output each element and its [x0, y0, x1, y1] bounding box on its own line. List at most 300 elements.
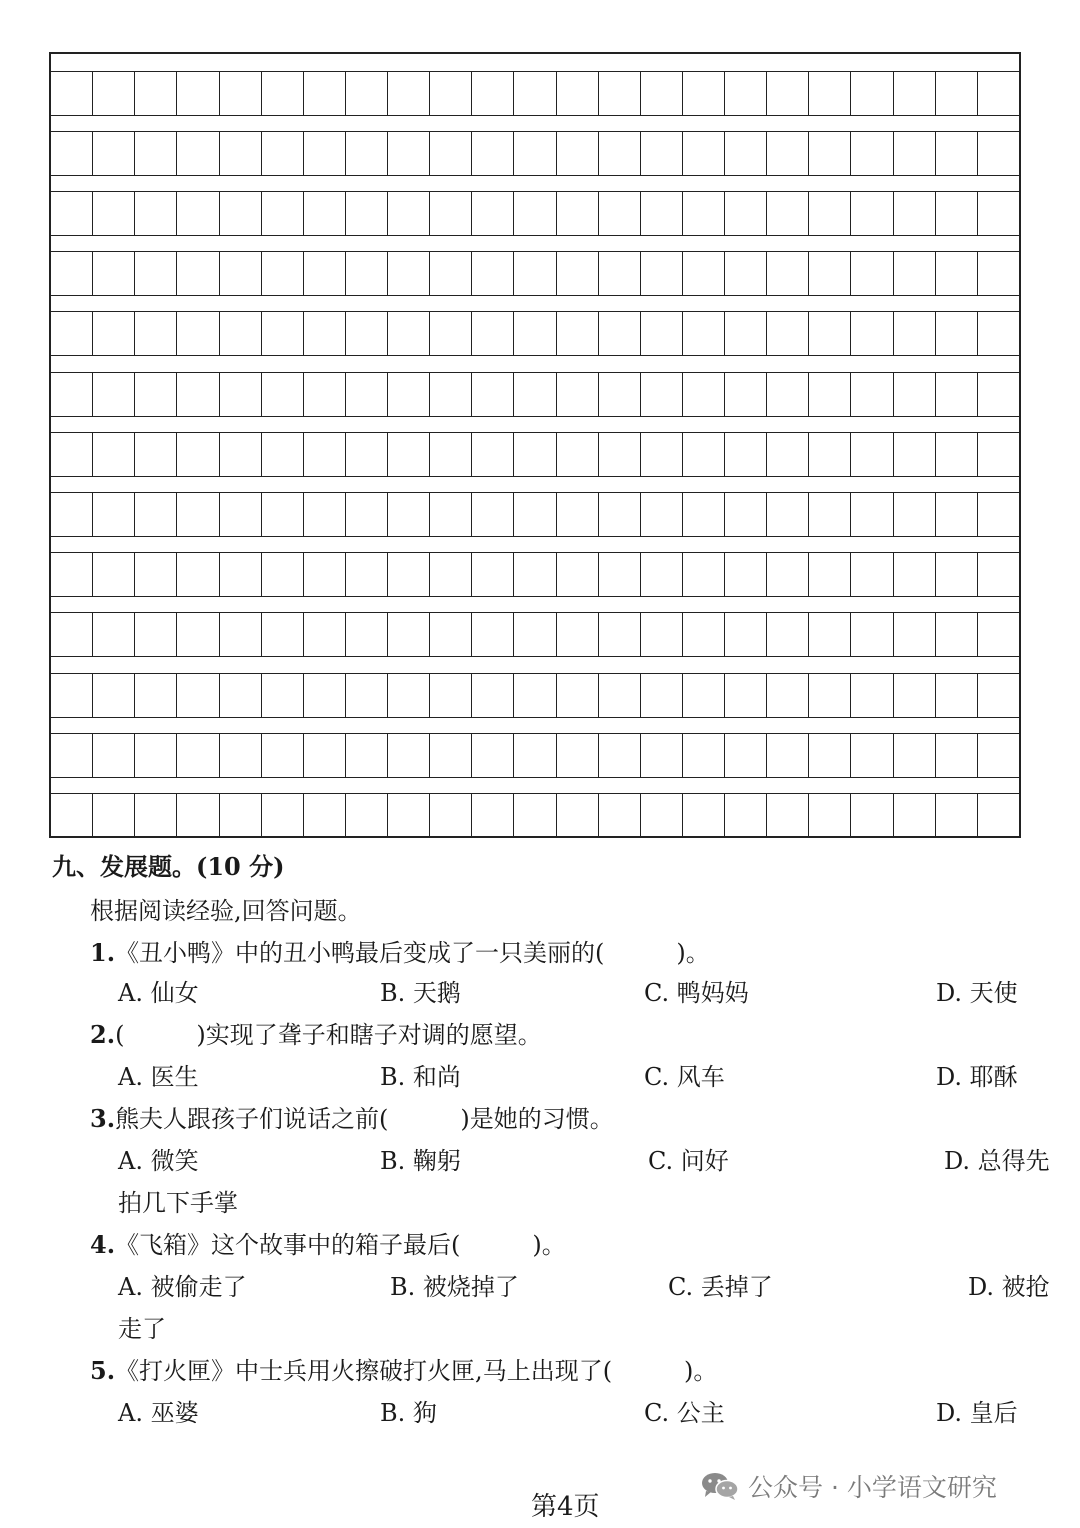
grid-cell[interactable]	[176, 192, 218, 235]
grid-cell[interactable]	[429, 734, 471, 777]
grid-cell[interactable]	[850, 433, 892, 476]
grid-cell[interactable]	[640, 192, 682, 235]
grid-cell[interactable]	[808, 252, 850, 295]
grid-cell[interactable]	[387, 553, 429, 596]
grid-cell[interactable]	[598, 192, 640, 235]
grid-cell[interactable]	[345, 132, 387, 175]
grid-cell[interactable]	[134, 553, 176, 596]
grid-cell[interactable]	[935, 192, 977, 235]
grid-cell[interactable]	[724, 312, 766, 355]
grid-cell[interactable]	[513, 553, 555, 596]
grid-cell[interactable]	[808, 433, 850, 476]
grid-cell[interactable]	[808, 132, 850, 175]
grid-cell[interactable]	[51, 493, 92, 536]
grid-cell[interactable]	[219, 433, 261, 476]
grid-cell[interactable]	[303, 493, 345, 536]
grid-cell[interactable]	[977, 192, 1019, 235]
grid-cell[interactable]	[724, 192, 766, 235]
grid-cell[interactable]	[766, 252, 808, 295]
grid-cell[interactable]	[977, 312, 1019, 355]
grid-cell[interactable]	[893, 613, 935, 656]
grid-cell[interactable]	[92, 553, 134, 596]
grid-cell[interactable]	[682, 674, 724, 717]
grid-cell[interactable]	[134, 794, 176, 837]
grid-cell[interactable]	[261, 192, 303, 235]
grid-cell[interactable]	[345, 373, 387, 416]
grid-cell[interactable]	[977, 252, 1019, 295]
grid-cell[interactable]	[682, 192, 724, 235]
grid-cell[interactable]	[850, 674, 892, 717]
grid-cell[interactable]	[134, 312, 176, 355]
grid-cell[interactable]	[471, 794, 513, 837]
grid-cell[interactable]	[261, 734, 303, 777]
grid-cell[interactable]	[598, 312, 640, 355]
grid-cell[interactable]	[176, 674, 218, 717]
grid-cell[interactable]	[303, 373, 345, 416]
grid-cell[interactable]	[134, 613, 176, 656]
grid-cell[interactable]	[261, 252, 303, 295]
grid-cell[interactable]	[766, 433, 808, 476]
grid-cell[interactable]	[977, 794, 1019, 837]
grid-cell[interactable]	[261, 794, 303, 837]
grid-cell[interactable]	[51, 373, 92, 416]
grid-cell[interactable]	[808, 373, 850, 416]
grid-cell[interactable]	[598, 493, 640, 536]
grid-cell[interactable]	[682, 734, 724, 777]
grid-cell[interactable]	[556, 674, 598, 717]
grid-cell[interactable]	[429, 433, 471, 476]
grid-cell[interactable]	[808, 312, 850, 355]
grid-cell[interactable]	[219, 553, 261, 596]
grid-cell[interactable]	[303, 252, 345, 295]
grid-cell[interactable]	[387, 493, 429, 536]
grid-cell[interactable]	[92, 734, 134, 777]
grid-cell[interactable]	[766, 72, 808, 115]
grid-cell[interactable]	[893, 132, 935, 175]
grid-cell[interactable]	[134, 192, 176, 235]
grid-cell[interactable]	[724, 433, 766, 476]
grid-cell[interactable]	[261, 553, 303, 596]
grid-cell[interactable]	[303, 674, 345, 717]
grid-cell[interactable]	[598, 613, 640, 656]
grid-cell[interactable]	[682, 312, 724, 355]
grid-cell[interactable]	[598, 553, 640, 596]
grid-cell[interactable]	[977, 373, 1019, 416]
grid-cell[interactable]	[176, 433, 218, 476]
grid-cell[interactable]	[134, 674, 176, 717]
grid-cell[interactable]	[724, 674, 766, 717]
grid-cell[interactable]	[471, 373, 513, 416]
grid-cell[interactable]	[640, 794, 682, 837]
grid-cell[interactable]	[598, 373, 640, 416]
grid-cell[interactable]	[766, 312, 808, 355]
grid-cell[interactable]	[513, 72, 555, 115]
grid-cell[interactable]	[766, 674, 808, 717]
grid-cell[interactable]	[429, 192, 471, 235]
grid-cell[interactable]	[724, 553, 766, 596]
grid-cell[interactable]	[766, 493, 808, 536]
grid-cell[interactable]	[429, 72, 471, 115]
grid-cell[interactable]	[387, 613, 429, 656]
grid-cell[interactable]	[724, 794, 766, 837]
grid-cell[interactable]	[429, 794, 471, 837]
grid-cell[interactable]	[766, 613, 808, 656]
grid-cell[interactable]	[303, 72, 345, 115]
grid-cell[interactable]	[387, 192, 429, 235]
grid-cell[interactable]	[766, 794, 808, 837]
grid-cell[interactable]	[219, 132, 261, 175]
grid-cell[interactable]	[977, 493, 1019, 536]
grid-cell[interactable]	[850, 132, 892, 175]
grid-cell[interactable]	[176, 794, 218, 837]
grid-cell[interactable]	[808, 674, 850, 717]
grid-cell[interactable]	[724, 734, 766, 777]
grid-cell[interactable]	[176, 493, 218, 536]
grid-cell[interactable]	[766, 132, 808, 175]
grid-cell[interactable]	[682, 794, 724, 837]
grid-cell[interactable]	[345, 794, 387, 837]
grid-cell[interactable]	[682, 433, 724, 476]
grid-cell[interactable]	[513, 312, 555, 355]
grid-cell[interactable]	[261, 493, 303, 536]
grid-cell[interactable]	[387, 373, 429, 416]
grid-cell[interactable]	[808, 794, 850, 837]
grid-cell[interactable]	[893, 674, 935, 717]
grid-cell[interactable]	[598, 433, 640, 476]
grid-cell[interactable]	[471, 72, 513, 115]
grid-cell[interactable]	[134, 493, 176, 536]
grid-cell[interactable]	[682, 493, 724, 536]
grid-cell[interactable]	[556, 192, 598, 235]
grid-cell[interactable]	[893, 252, 935, 295]
grid-cell[interactable]	[92, 794, 134, 837]
grid-cell[interactable]	[92, 373, 134, 416]
grid-cell[interactable]	[303, 613, 345, 656]
option-3d: D. 总得先	[944, 1147, 1050, 1175]
grid-cell[interactable]	[387, 132, 429, 175]
grid-cell[interactable]	[219, 373, 261, 416]
grid-cell[interactable]	[51, 734, 92, 777]
grid-cell[interactable]	[92, 433, 134, 476]
grid-cell[interactable]	[598, 72, 640, 115]
grid-cell[interactable]	[556, 72, 598, 115]
grid-cell[interactable]	[850, 312, 892, 355]
grid-cell[interactable]	[51, 553, 92, 596]
grid-cell[interactable]	[261, 312, 303, 355]
grid-cell[interactable]	[893, 794, 935, 837]
grid-cell[interactable]	[724, 132, 766, 175]
grid-cell[interactable]	[261, 132, 303, 175]
grid-cell[interactable]	[893, 312, 935, 355]
grid-cell[interactable]	[471, 674, 513, 717]
grid-cell[interactable]	[808, 553, 850, 596]
grid-cell[interactable]	[134, 132, 176, 175]
grid-cell[interactable]	[513, 192, 555, 235]
grid-cell[interactable]	[471, 553, 513, 596]
grid-cell[interactable]	[261, 613, 303, 656]
grid-cell[interactable]	[935, 613, 977, 656]
grid-cell[interactable]	[513, 613, 555, 656]
grid-cell[interactable]	[935, 794, 977, 837]
grid-cell[interactable]	[51, 433, 92, 476]
grid-cell[interactable]	[850, 734, 892, 777]
grid-cell[interactable]	[598, 252, 640, 295]
grid-cell[interactable]	[513, 734, 555, 777]
grid-cell[interactable]	[640, 252, 682, 295]
grid-cell[interactable]	[92, 192, 134, 235]
grid-cell[interactable]	[513, 252, 555, 295]
grid-cell[interactable]	[261, 433, 303, 476]
grid-cell[interactable]	[808, 72, 850, 115]
grid-cell[interactable]	[387, 433, 429, 476]
grid-cell[interactable]	[766, 192, 808, 235]
grid-cell[interactable]	[893, 373, 935, 416]
grid-cell[interactable]	[471, 312, 513, 355]
grid-cell[interactable]	[92, 613, 134, 656]
grid-cell[interactable]	[556, 312, 598, 355]
grid-cell[interactable]	[92, 132, 134, 175]
grid-cell[interactable]	[92, 493, 134, 536]
grid-cell[interactable]	[640, 734, 682, 777]
grid-cell[interactable]	[261, 373, 303, 416]
grid-cell[interactable]	[92, 72, 134, 115]
grid-cell[interactable]	[893, 192, 935, 235]
grid-cell[interactable]	[471, 132, 513, 175]
grid-cell[interactable]	[176, 734, 218, 777]
grid-cell[interactable]	[556, 613, 598, 656]
grid-cell[interactable]	[134, 373, 176, 416]
grid-cell[interactable]	[219, 734, 261, 777]
grid-cell[interactable]	[850, 373, 892, 416]
grid-cell[interactable]	[176, 252, 218, 295]
grid-cell[interactable]	[724, 613, 766, 656]
grid-cell[interactable]	[556, 553, 598, 596]
grid-cell[interactable]	[513, 794, 555, 837]
grid-cell[interactable]	[471, 252, 513, 295]
grid-cell[interactable]	[977, 132, 1019, 175]
grid-cell[interactable]	[219, 493, 261, 536]
grid-cell[interactable]	[640, 433, 682, 476]
grid-cell[interactable]	[935, 553, 977, 596]
grid-cell[interactable]	[429, 252, 471, 295]
grid-cell[interactable]	[345, 252, 387, 295]
grid-cell[interactable]	[51, 72, 92, 115]
grid-cell[interactable]	[682, 553, 724, 596]
grid-cell[interactable]	[176, 72, 218, 115]
grid-cell[interactable]	[176, 132, 218, 175]
grid-cell[interactable]	[766, 734, 808, 777]
grid-cell[interactable]	[766, 373, 808, 416]
grid-cell[interactable]	[429, 553, 471, 596]
grid-cell[interactable]	[977, 613, 1019, 656]
grid-cell[interactable]	[219, 192, 261, 235]
grid-cell[interactable]	[387, 72, 429, 115]
grid-cell[interactable]	[429, 613, 471, 656]
grid-cell[interactable]	[345, 734, 387, 777]
grid-cell[interactable]	[303, 553, 345, 596]
grid-cell[interactable]	[977, 674, 1019, 717]
grid-cell[interactable]	[429, 312, 471, 355]
grid-cell[interactable]	[640, 72, 682, 115]
grid-cell[interactable]	[682, 373, 724, 416]
grid-cell[interactable]	[219, 613, 261, 656]
grid-cell[interactable]	[556, 373, 598, 416]
grid-cell[interactable]	[893, 493, 935, 536]
grid-cell[interactable]	[51, 794, 92, 837]
grid-cell[interactable]	[92, 674, 134, 717]
grid-cell[interactable]	[977, 433, 1019, 476]
grid-cell[interactable]	[134, 433, 176, 476]
grid-cell[interactable]	[219, 252, 261, 295]
grid-cell[interactable]	[640, 132, 682, 175]
grid-cell[interactable]	[303, 192, 345, 235]
grid-cell[interactable]	[51, 252, 92, 295]
grid-cell[interactable]	[345, 493, 387, 536]
grid-cell[interactable]	[640, 674, 682, 717]
grid-cell[interactable]	[682, 72, 724, 115]
grid-cell[interactable]	[935, 252, 977, 295]
grid-cell[interactable]	[387, 312, 429, 355]
grid-cell[interactable]	[303, 312, 345, 355]
grid-cell[interactable]	[345, 192, 387, 235]
grid-cell[interactable]	[640, 493, 682, 536]
grid-cell[interactable]	[640, 373, 682, 416]
grid-cell[interactable]	[556, 132, 598, 175]
grid-cell[interactable]	[134, 72, 176, 115]
grid-cell[interactable]	[935, 312, 977, 355]
grid-cell[interactable]	[51, 674, 92, 717]
grid-cell[interactable]	[893, 734, 935, 777]
grid-cell[interactable]	[935, 734, 977, 777]
grid-cell[interactable]	[808, 192, 850, 235]
grid-cell[interactable]	[850, 192, 892, 235]
grid-cell[interactable]	[471, 613, 513, 656]
grid-cell[interactable]	[556, 734, 598, 777]
grid-cell[interactable]	[893, 72, 935, 115]
grid-cell[interactable]	[598, 794, 640, 837]
grid-cell[interactable]	[429, 132, 471, 175]
grid-cell[interactable]	[977, 734, 1019, 777]
grid-cell[interactable]	[219, 794, 261, 837]
grid-cell[interactable]	[935, 674, 977, 717]
grid-cell[interactable]	[345, 72, 387, 115]
grid-cell[interactable]	[387, 252, 429, 295]
grid-cell[interactable]	[682, 252, 724, 295]
grid-cell[interactable]	[893, 433, 935, 476]
grid-cell[interactable]	[51, 312, 92, 355]
grid-cell[interactable]	[598, 734, 640, 777]
grid-cell[interactable]	[92, 312, 134, 355]
grid-cell[interactable]	[556, 252, 598, 295]
grid-cell[interactable]	[850, 553, 892, 596]
grid-cell[interactable]	[471, 192, 513, 235]
grid-cell[interactable]	[134, 734, 176, 777]
grid-cell[interactable]	[303, 734, 345, 777]
grid-cell[interactable]	[303, 433, 345, 476]
grid-cell[interactable]	[640, 553, 682, 596]
grid-cell[interactable]	[176, 312, 218, 355]
grid-cell[interactable]	[303, 794, 345, 837]
grid-cell[interactable]	[303, 132, 345, 175]
grid-cell[interactable]	[429, 493, 471, 536]
grid-cell[interactable]	[471, 493, 513, 536]
grid-cell[interactable]	[682, 613, 724, 656]
grid-cell[interactable]	[92, 252, 134, 295]
grid-cell[interactable]	[513, 373, 555, 416]
grid-cell[interactable]	[387, 734, 429, 777]
grid-cell[interactable]	[261, 72, 303, 115]
grid-cell[interactable]	[556, 493, 598, 536]
grid-cell[interactable]	[513, 493, 555, 536]
grid-cell[interactable]	[977, 553, 1019, 596]
grid-cell[interactable]	[766, 553, 808, 596]
grid-cell[interactable]	[51, 613, 92, 656]
grid-cell[interactable]	[850, 794, 892, 837]
grid-cell[interactable]	[682, 132, 724, 175]
grid-cell[interactable]	[345, 553, 387, 596]
grid-cell[interactable]	[808, 734, 850, 777]
grid-cell[interactable]	[893, 553, 935, 596]
grid-cell[interactable]	[345, 613, 387, 656]
grid-cell[interactable]	[134, 252, 176, 295]
grid-cell[interactable]	[513, 674, 555, 717]
grid-cell[interactable]	[219, 674, 261, 717]
grid-cell[interactable]	[935, 373, 977, 416]
grid-cell[interactable]	[598, 132, 640, 175]
grid-cell[interactable]	[261, 674, 303, 717]
grid-cell[interactable]	[598, 674, 640, 717]
grid-cell[interactable]	[513, 433, 555, 476]
grid-cell[interactable]	[51, 192, 92, 235]
grid-cell[interactable]	[724, 72, 766, 115]
grid-cell[interactable]	[387, 794, 429, 837]
grid-cell[interactable]	[429, 373, 471, 416]
grid-cell[interactable]	[345, 674, 387, 717]
grid-cell[interactable]	[51, 132, 92, 175]
grid-cell[interactable]	[724, 373, 766, 416]
grid-cell[interactable]	[219, 312, 261, 355]
grid-cell[interactable]	[640, 613, 682, 656]
grid-cell[interactable]	[471, 734, 513, 777]
grid-cell[interactable]	[850, 72, 892, 115]
grid-cell[interactable]	[176, 553, 218, 596]
grid-cell[interactable]	[219, 72, 261, 115]
grid-cell[interactable]	[850, 493, 892, 536]
grid-cell[interactable]	[935, 433, 977, 476]
grid-cell[interactable]	[935, 493, 977, 536]
grid-cell[interactable]	[724, 493, 766, 536]
grid-cell[interactable]	[977, 72, 1019, 115]
grid-cell[interactable]	[808, 613, 850, 656]
grid-cell[interactable]	[556, 433, 598, 476]
grid-cell[interactable]	[808, 493, 850, 536]
grid-cell[interactable]	[850, 613, 892, 656]
grid-cell[interactable]	[176, 613, 218, 656]
grid-cell[interactable]	[640, 312, 682, 355]
grid-cell[interactable]	[935, 72, 977, 115]
grid-cell[interactable]	[345, 312, 387, 355]
grid-cell[interactable]	[387, 674, 429, 717]
grid-cell[interactable]	[935, 132, 977, 175]
grid-cell[interactable]	[176, 373, 218, 416]
grid-cell[interactable]	[724, 252, 766, 295]
grid-cell[interactable]	[471, 433, 513, 476]
grid-cell[interactable]	[850, 252, 892, 295]
grid-cell[interactable]	[513, 132, 555, 175]
grid-cell[interactable]	[556, 794, 598, 837]
grid-cell[interactable]	[345, 433, 387, 476]
grid-cell[interactable]	[429, 674, 471, 717]
